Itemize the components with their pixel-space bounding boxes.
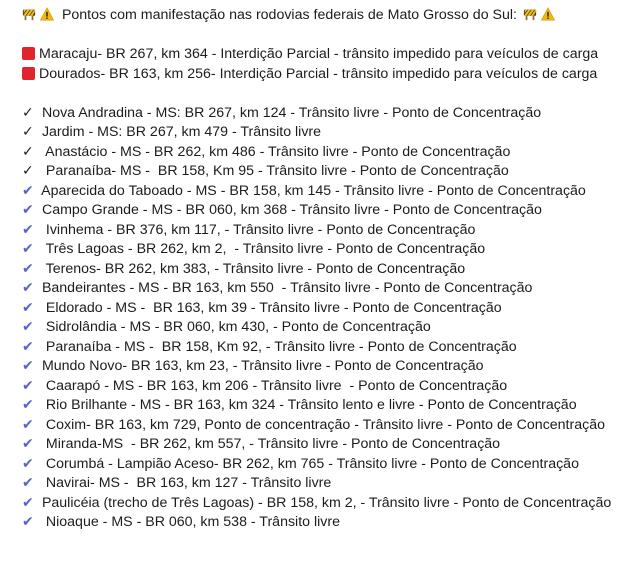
list-item-text: Paranaíba - MS - BR 158, Km 92, - Trânsito livre - Ponto de Concentração xyxy=(38,338,517,355)
list-item-text: Três Lagoas - BR 262, km 2, - Trânsito livre - Ponto de Concentração xyxy=(38,241,486,257)
list-item-text: Mundo Novo- BR 163, km 23, - Trânsito livre - Ponto de Concentração xyxy=(38,358,484,374)
list-item-text: Sidrolândia - MS - BR 060, km 430, - Ponto de Concentração xyxy=(38,319,431,335)
list-item xyxy=(22,474,632,494)
check-mark-icon: ✔ xyxy=(22,397,34,413)
red-square-icon xyxy=(22,47,35,60)
points-list xyxy=(22,104,632,533)
list-item xyxy=(22,123,632,143)
check-mark-icon: ✓ xyxy=(22,163,34,179)
list-item xyxy=(22,435,632,455)
warning-icon xyxy=(541,7,555,21)
list-item-text: Navirai- MS - BR 163, km 127 - Trânsito livre xyxy=(38,475,332,491)
check-mark-icon: ✔ xyxy=(22,299,34,316)
list-item xyxy=(22,104,632,124)
check-mark-icon: ✔ xyxy=(22,475,34,491)
check-mark-icon: ✔ xyxy=(22,436,34,452)
construction-barrier-icon xyxy=(523,7,537,21)
list-item-text: Caarapó - MS - BR 163, km 206 - Trânsito livre - Ponto de Concentração xyxy=(38,377,508,394)
list-item xyxy=(22,396,632,416)
header-text: Pontos com manifestação nas rodovias federais de Mato Grosso do Sul: xyxy=(58,7,521,23)
list-item xyxy=(22,455,632,475)
interdiction-item xyxy=(22,65,632,85)
warning-icon xyxy=(40,7,54,21)
check-mark-icon: ✔ xyxy=(22,455,34,472)
list-item-text: Miranda-MS - BR 262, km 557, - Trânsito livre - Ponto de Concentração xyxy=(38,436,501,452)
list-item xyxy=(22,240,632,260)
check-mark-icon: ✔ xyxy=(22,514,34,530)
list-item-text: Jardim - MS: BR 267, km 479 - Trânsito livre xyxy=(38,124,322,140)
interdiction-text: Dourados- BR 163, km 256- Interdição Parcial - trânsito impedido para veículos de carga xyxy=(39,65,598,82)
interdiction-text: Maracaju- BR 267, km 364 - Interdição Parcial - trânsito impedido para veículos de carga xyxy=(39,46,599,62)
list-item-text: Nioaque - MS - BR 060, km 538 - Trânsito livre xyxy=(38,514,340,530)
check-mark-icon: ✔ xyxy=(22,377,34,394)
list-item xyxy=(22,416,632,436)
list-item-text: Campo Grande - MS - BR 060, km 368 - Trânsito livre - Ponto de Concentração xyxy=(38,202,542,218)
list-item-text: Eldorado - MS - BR 163, km 39 - Trânsito livre - Ponto de Concentração xyxy=(38,299,502,316)
list-item-text: Paulicéia (trecho de Três Lagoas) - BR 158, km 2, - Trânsito livre - Ponto de Concentração xyxy=(38,494,612,511)
list-item xyxy=(22,143,632,163)
check-mark-icon: ✓ xyxy=(22,104,34,121)
list-item xyxy=(22,279,632,299)
list-item xyxy=(22,318,632,338)
spacer xyxy=(22,26,632,46)
header-line xyxy=(22,6,632,26)
list-item-text: Bandeirantes - MS - BR 163, km 550 - Trânsito livre - Ponto de Concentração xyxy=(38,280,533,296)
spacer xyxy=(22,84,632,104)
list-item-text: Ivinhema - BR 376, km 117, - Trânsito livre - Ponto de Concentração xyxy=(38,221,476,238)
list-item xyxy=(22,338,632,358)
check-mark-icon: ✔ xyxy=(22,241,34,257)
check-mark-icon: ✔ xyxy=(22,202,34,218)
red-square-icon xyxy=(22,67,35,80)
list-item xyxy=(22,221,632,241)
check-mark-icon: ✔ xyxy=(22,260,34,277)
check-mark-icon: ✔ xyxy=(22,319,34,335)
list-item xyxy=(22,513,632,533)
list-item xyxy=(22,357,632,377)
check-mark-icon: ✔ xyxy=(22,358,34,374)
list-item-text: Paranaíba- MS - BR 158, Km 95 - Trânsito livre - Ponto de Concentração xyxy=(38,163,509,179)
list-item-text: Nova Andradina - MS: BR 267, km 124 - Trânsito livre - Ponto de Concentração xyxy=(38,104,542,121)
list-item xyxy=(22,494,632,514)
list-item xyxy=(22,201,632,221)
list-item xyxy=(22,260,632,280)
check-mark-icon: ✔ xyxy=(22,221,34,238)
list-item-text: Coxim- BR 163, km 729, Ponto de concentração - Trânsito livre - Ponto de Concentração xyxy=(38,416,605,433)
check-mark-icon: ✔ xyxy=(22,494,34,511)
check-mark-icon: ✔ xyxy=(22,416,34,433)
construction-barrier-icon xyxy=(22,7,36,21)
list-item xyxy=(22,299,632,319)
list-item-text: Terenos- BR 262, km 383, - Trânsito livre - Ponto de Concentração xyxy=(38,260,466,277)
list-item xyxy=(22,162,632,182)
list-item-text: Corumbá - Lampião Aceso- BR 262, km 765 - Trânsito livre - Ponto de Concentração xyxy=(38,455,579,472)
check-mark-icon: ✔ xyxy=(22,280,34,296)
list-item xyxy=(22,182,632,202)
interdiction-item xyxy=(22,45,632,65)
check-mark-icon: ✓ xyxy=(22,143,34,160)
list-item-text: Aparecida do Taboado - MS - BR 158, km 145 - Trânsito livre - Ponto de Concentração xyxy=(38,182,586,199)
check-mark-icon: ✓ xyxy=(22,124,34,140)
list-item-text: Rio Brilhante - MS - BR 163, km 324 - Trânsito lento e livre - Ponto de Concentração xyxy=(38,397,577,413)
list-item-text: Anastácio - MS - BR 262, km 486 - Trânsito livre - Ponto de Concentração xyxy=(38,143,511,160)
check-mark-icon: ✔ xyxy=(22,182,34,199)
list-item xyxy=(22,377,632,397)
check-mark-icon: ✔ xyxy=(22,338,34,355)
